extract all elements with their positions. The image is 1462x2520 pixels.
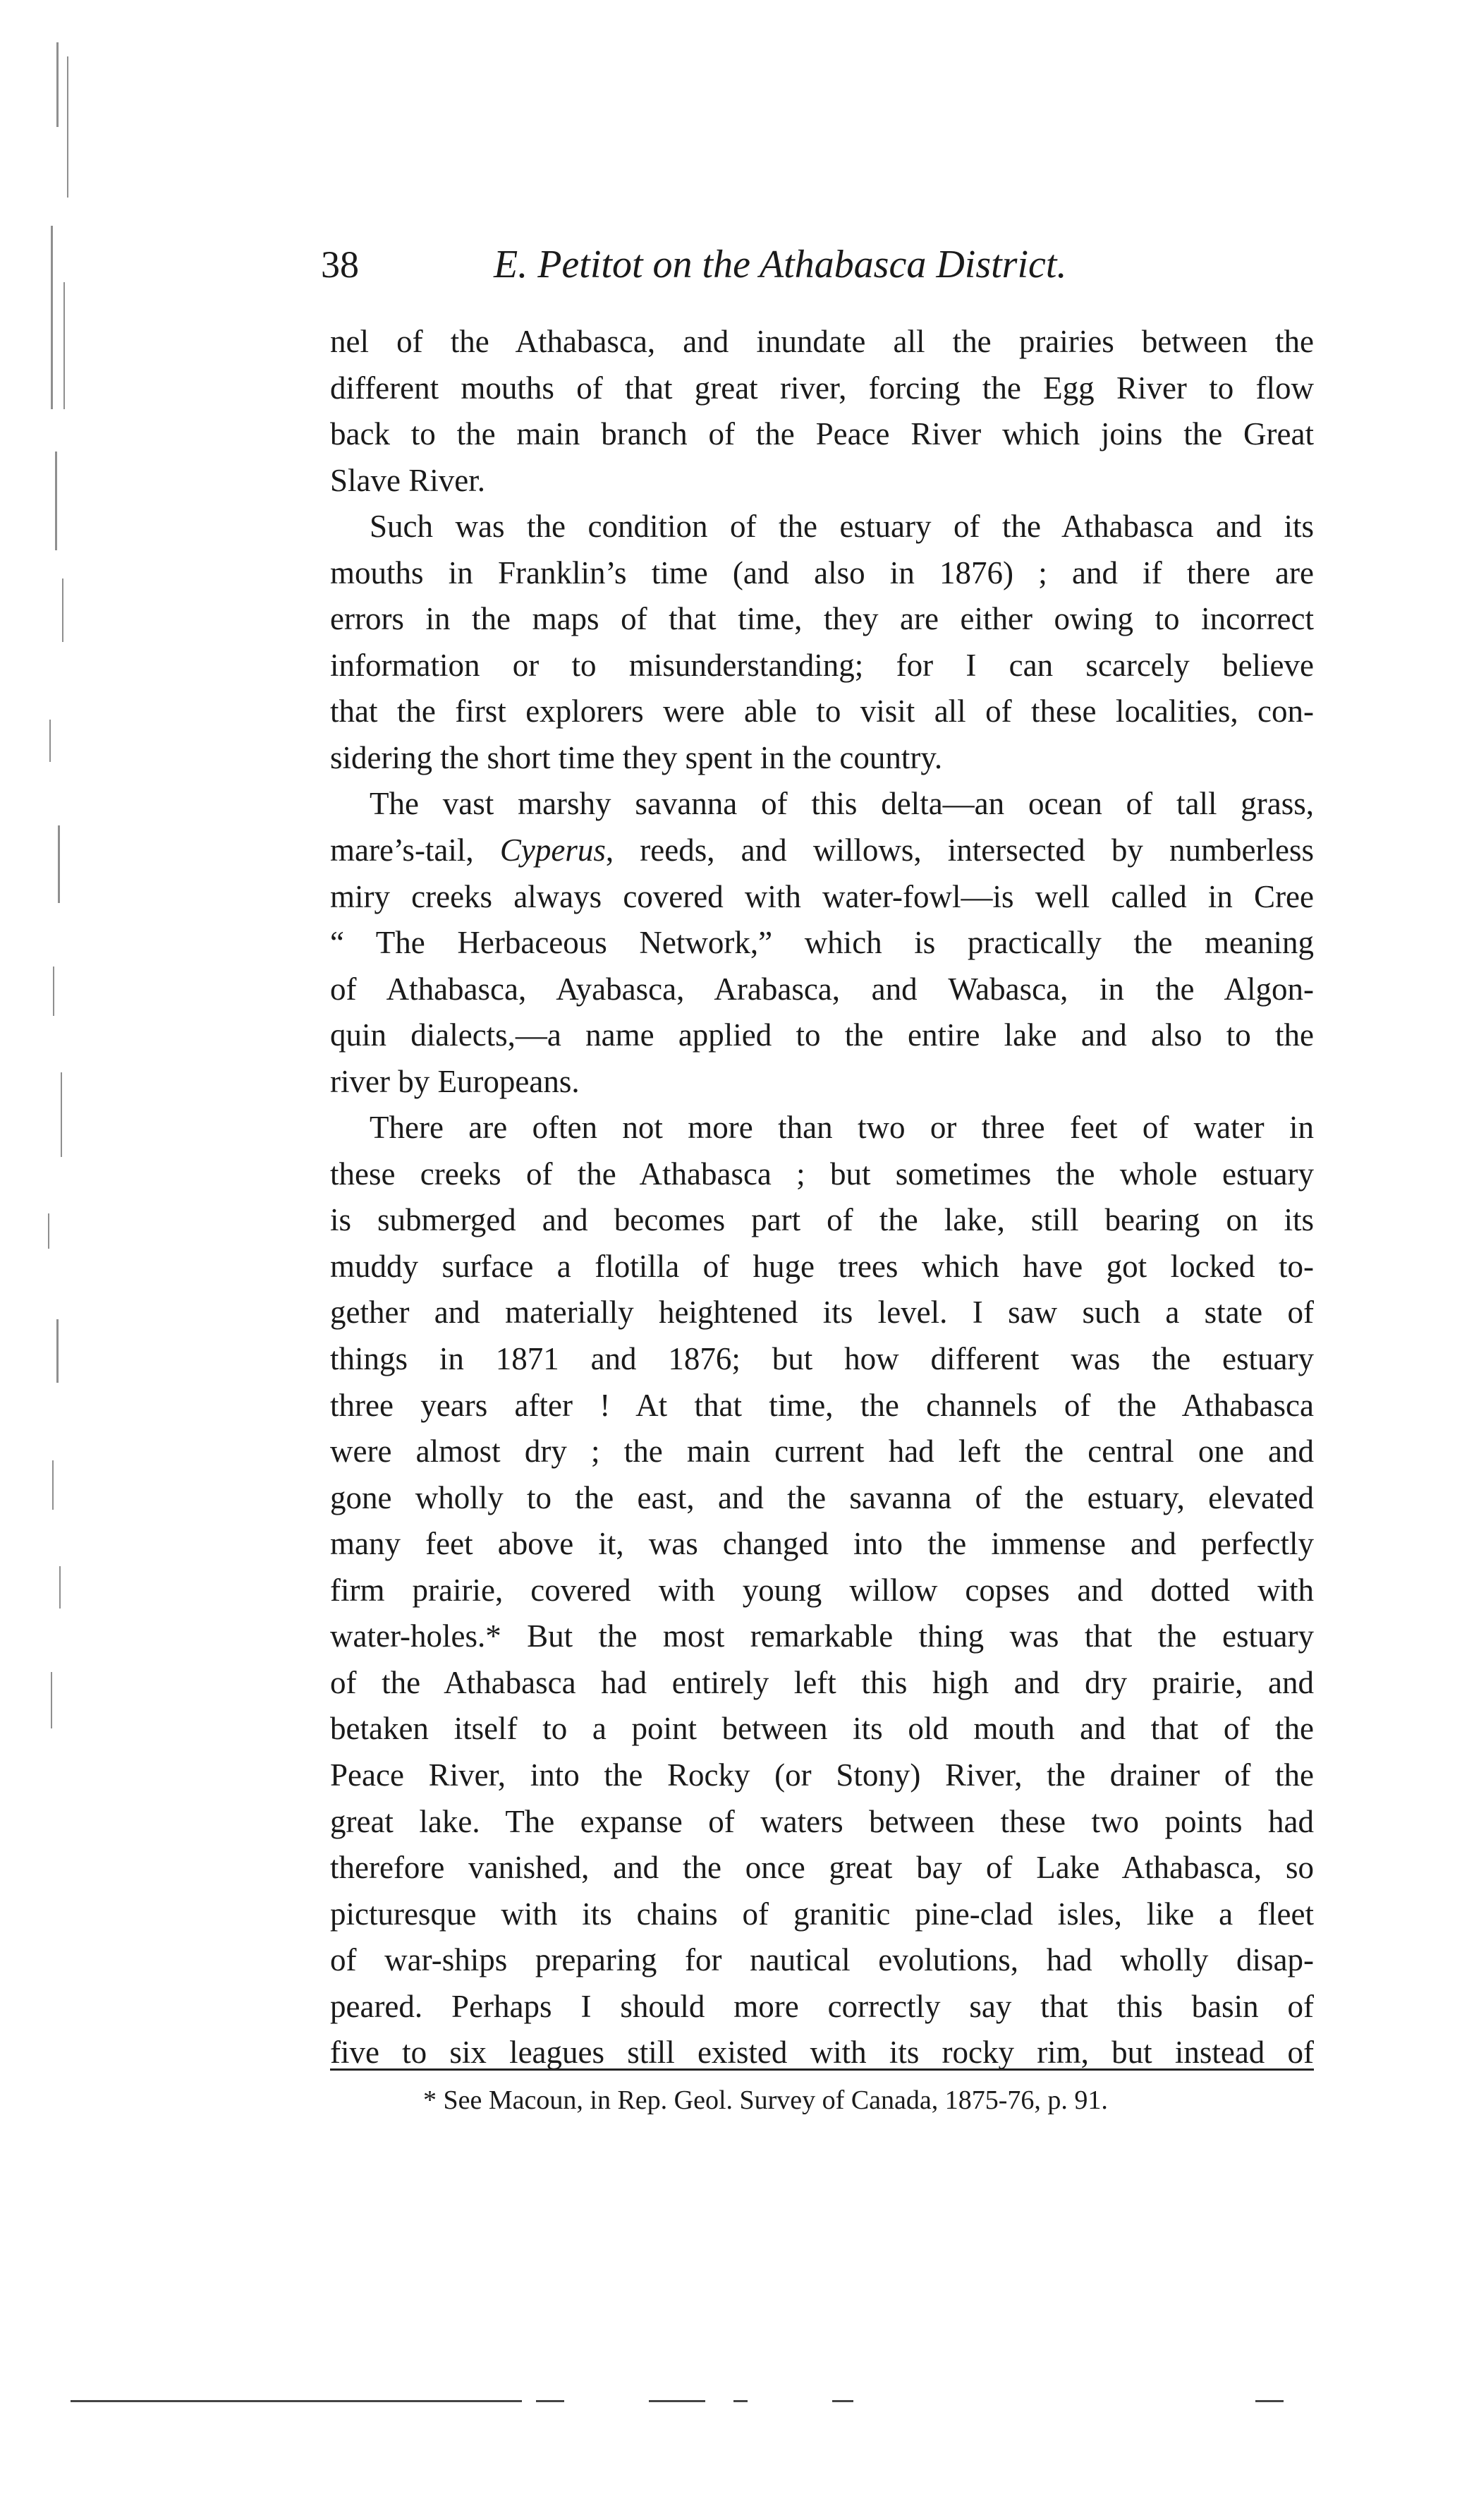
text-line: quin dialects,—a name applied to the entire lake and also to the bbox=[330, 1017, 1314, 1053]
text-line: firm prairie, covered with young willow copses and dotted with bbox=[330, 1572, 1314, 1608]
text-line: back to the main branch of the Peace River which joins the Great bbox=[330, 416, 1314, 452]
scan-speck bbox=[67, 56, 68, 198]
scan-dash bbox=[71, 2400, 522, 2402]
body-text bbox=[330, 319, 1314, 2076]
scan-speck bbox=[62, 578, 63, 642]
scan-speck bbox=[48, 1213, 49, 1249]
running-title: E. Petitot on the Athabasca District. bbox=[494, 243, 1067, 286]
scan-speck bbox=[52, 1460, 54, 1510]
text-line: gether and materially heightened its level. I saw such a state of bbox=[330, 1295, 1314, 1331]
scan-speck bbox=[61, 1072, 62, 1157]
text-line: water-holes.* But the most remarkable thing was that the estuary bbox=[330, 1618, 1314, 1654]
scan-speck bbox=[51, 1672, 52, 1728]
text-line: information or to misunderstanding; for I can scarcely believe bbox=[330, 647, 1314, 683]
scan-dash bbox=[832, 2400, 853, 2402]
scan-speck bbox=[53, 967, 54, 1016]
page-number: 38 bbox=[321, 243, 359, 286]
text-line: of Athabasca, Ayabasca, Arabasca, and Wabasca, in the Algon- bbox=[330, 971, 1314, 1007]
text-line: five to six leagues still existed with its rocky rim, but instead of bbox=[330, 2035, 1314, 2071]
footnote: * See Macoun, in Rep. Geol. Survey of Canada, 1875-76, p. 91. bbox=[423, 2085, 1108, 2115]
scan-speck bbox=[59, 1566, 61, 1609]
scan-speck bbox=[55, 452, 57, 550]
scan-speck bbox=[58, 825, 60, 903]
scan-speck bbox=[56, 42, 59, 127]
text-line: three years after ! At that time, the channels of the Athabasca bbox=[330, 1387, 1314, 1423]
scan-speck bbox=[49, 720, 51, 762]
text-line: The vast marshy savanna of this delta—an ocean of tall grass, bbox=[370, 786, 1314, 822]
text-line: that the first explorers were able to visit all of these localities, con- bbox=[330, 693, 1314, 729]
text-line: errors in the maps of that time, they are either owing to incorrect bbox=[330, 601, 1314, 637]
scan-speck bbox=[51, 226, 53, 409]
text-line: There are often not more than two or three feet of water in bbox=[370, 1110, 1314, 1146]
text-line: picturesque with its chains of granitic pine-clad isles, like a fleet bbox=[330, 1896, 1314, 1932]
text-line: great lake. The expanse of waters between these two points had bbox=[330, 1803, 1314, 1839]
text-line: were almost dry ; the main current had left the central one and bbox=[330, 1434, 1314, 1470]
text-line: muddy surface a flotilla of huge trees which have got locked to- bbox=[330, 1248, 1314, 1284]
text-line: of war-ships preparing for nautical evolutions, had wholly disap- bbox=[330, 1942, 1314, 1978]
text-line: Such was the condition of the estuary of the Athabasca and its bbox=[370, 509, 1314, 545]
text-line: gone wholly to the east, and the savanna of the estuary, elevated bbox=[330, 1479, 1314, 1515]
text-line: is submerged and becomes part of the lake, still bearing on its bbox=[330, 1202, 1314, 1238]
scan-speck bbox=[63, 282, 65, 409]
scan-dash bbox=[649, 2400, 705, 2402]
text-line: mouths in Franklin’s time (and also in 1876) ; and if there are bbox=[330, 555, 1314, 590]
text-line: betaken itself to a point between its old mouth and that of the bbox=[330, 1711, 1314, 1747]
footnote-rule bbox=[330, 2068, 1314, 2071]
text-line: sidering the short time they spent in the country. bbox=[330, 739, 943, 775]
text-line: therefore vanished, and the once great bay of Lake Athabasca, so bbox=[330, 1850, 1314, 1886]
scan-bottom-marks bbox=[71, 2385, 1340, 2427]
scan-speck bbox=[56, 1319, 59, 1383]
text-line: river by Europeans. bbox=[330, 1063, 580, 1099]
text-line: different mouths of that great river, forcing the Egg River to flow bbox=[330, 370, 1314, 406]
scan-dash bbox=[733, 2400, 748, 2402]
text-line: nel of the Athabasca, and inundate all the prairies between the bbox=[330, 324, 1314, 359]
text-line: many feet above it, was changed into the immense and perfectly bbox=[330, 1526, 1314, 1562]
text-line: Peace River, into the Rocky (or Stony) River, the drainer of the bbox=[330, 1757, 1314, 1793]
text-line: these creeks of the Athabasca ; but sometimes the whole estuary bbox=[330, 1156, 1314, 1192]
text-line: “ The Herbaceous Network,” which is practically the meaning bbox=[330, 925, 1314, 961]
page-header bbox=[321, 233, 1315, 296]
text-line: of the Athabasca had entirely left this high and dry prairie, and bbox=[330, 1664, 1314, 1700]
text-line: mare’s-tail, Cyperus, reeds, and willows, intersected by numberless bbox=[330, 832, 1314, 868]
scan-dash bbox=[536, 2400, 564, 2402]
text-line: things in 1871 and 1876; but how different was the estuary bbox=[330, 1341, 1314, 1377]
scanned-binding-edge bbox=[42, 14, 106, 1778]
text-line: peared. Perhaps I should more correctly say that this basin of bbox=[330, 1988, 1314, 2024]
scan-dash bbox=[1255, 2400, 1284, 2402]
text-line: Slave River. bbox=[330, 462, 485, 498]
text-line: miry creeks always covered with water-fowl—is well called in Cree bbox=[330, 878, 1314, 914]
